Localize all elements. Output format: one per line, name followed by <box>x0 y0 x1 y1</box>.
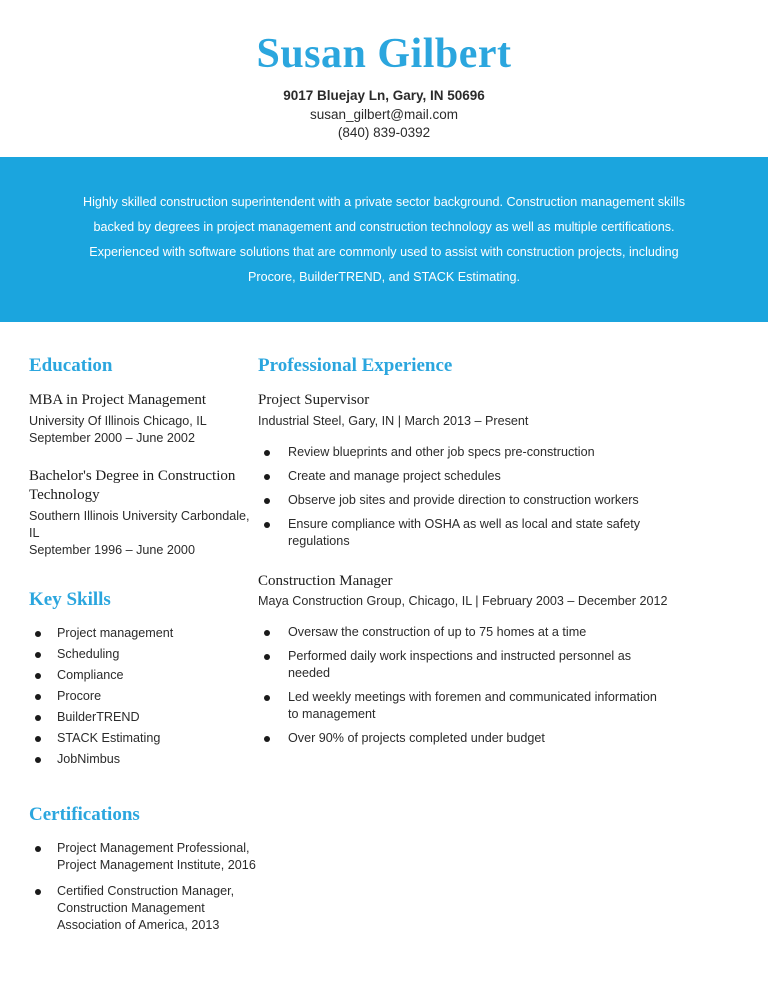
list-item: BuilderTREND <box>29 709 258 726</box>
job-bullets <box>258 444 668 550</box>
job-role: Project Supervisor <box>258 392 370 408</box>
job-company-dates: Industrial Steel, Gary, IN | March 2013 – Present <box>258 413 529 428</box>
list-item: Scheduling <box>29 646 258 663</box>
summary-text: Highly skilled construction superintendent with a private sector background. Construction management skills backed by degrees in project management and construction technology as well as multiple certifications. Experienced with software solutions that are commonly used to assist with construction projects, including Procore, BuilderTREND, and STACK Estimating. <box>82 194 685 284</box>
list-item: Oversaw the construction of up to 75 homes at a time <box>258 624 668 641</box>
certifications-list <box>29 840 258 934</box>
experience-job <box>258 572 668 748</box>
list-item: Performed daily work inspections and instructed personnel as needed <box>258 648 668 682</box>
list-item: Procore <box>29 688 258 705</box>
education-heading: Education <box>29 355 113 376</box>
section-experience <box>258 355 668 747</box>
education-dates: September 2000 – June 2002 <box>29 430 195 445</box>
education-entry <box>29 391 258 447</box>
education-school: Southern Illinois University Carbondale, IL <box>29 508 250 540</box>
resume-header <box>0 0 768 143</box>
list-item: Review blueprints and other job specs pre-construction <box>258 444 668 461</box>
list-item: Compliance <box>29 667 258 684</box>
experience-job <box>258 391 668 550</box>
right-column <box>258 322 728 754</box>
list-item: Create and manage project schedules <box>258 468 668 485</box>
section-key-skills <box>29 589 258 768</box>
list-item: Ensure compliance with OSHA as well as local and state safety regulations <box>258 516 668 550</box>
list-item: Over 90% of projects completed under budget <box>258 730 668 747</box>
key-skills-list <box>29 625 258 768</box>
list-item: JobNimbus <box>29 751 258 768</box>
education-degree: MBA in Project Management <box>29 392 207 408</box>
certifications-heading: Certifications <box>29 803 140 825</box>
list-item: Certified Construction Manager, Construction Management Association of America, 2013 <box>29 883 258 934</box>
education-degree: Bachelor's Degree in Construction Technology <box>29 467 236 503</box>
job-role: Construction Manager <box>258 572 393 589</box>
education-dates: September 1996 – June 2000 <box>29 542 195 557</box>
list-item: Observe job sites and provide direction to construction workers <box>258 492 668 509</box>
left-column <box>0 322 258 943</box>
job-bullets <box>258 624 668 747</box>
job-company-dates: Maya Construction Group, Chicago, IL | February 2003 – December 2012 <box>258 594 668 608</box>
contact-email[interactable]: susan_gilbert@mail.com <box>309 106 458 122</box>
list-item: Project management <box>29 625 258 642</box>
list-item: Led weekly meetings with foremen and communicated information to management <box>258 689 668 723</box>
section-certifications <box>29 804 258 934</box>
summary-banner <box>0 157 768 322</box>
education-school: University Of Illinois Chicago, IL <box>29 413 207 428</box>
section-education <box>29 355 258 559</box>
candidate-name: Susan Gilbert <box>256 31 512 77</box>
contact-info <box>0 87 768 143</box>
education-entry <box>29 467 258 559</box>
key-skills-heading: Key Skills <box>29 588 111 610</box>
list-item: Project Management Professional, Project Management Institute, 2016 <box>29 840 258 874</box>
resume-body <box>0 322 768 943</box>
contact-address: 9017 Bluejay Ln, Gary, IN 50696 <box>283 88 485 103</box>
list-item: STACK Estimating <box>29 730 258 747</box>
experience-heading: Professional Experience <box>258 355 453 376</box>
contact-phone: (840) 839-0392 <box>337 125 431 140</box>
